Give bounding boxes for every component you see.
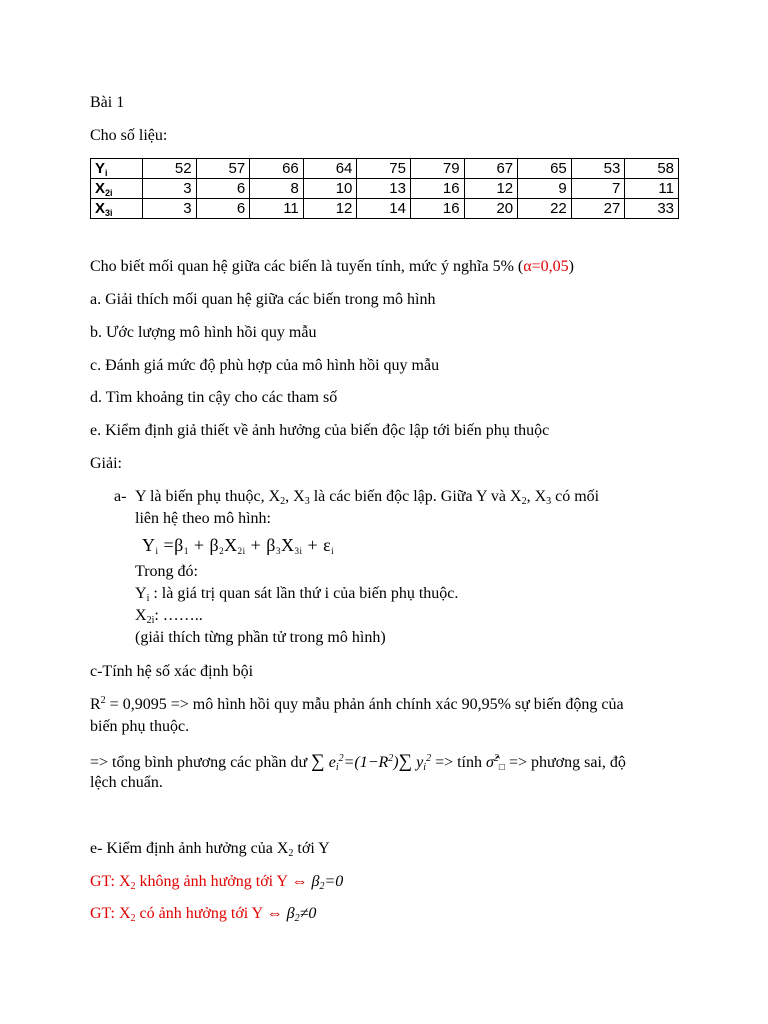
section-c-heading: c-Tính hệ số xác định bội — [90, 663, 254, 680]
null-hypothesis: GT: $X_2$ không ảnh hưởng tới Y ⇔ $\beta_2=0$ — [90, 873, 344, 892]
question-a: a. Giải thích mối quan hệ giữa các biến trong mô hình — [90, 291, 436, 308]
question-c: c. Đánh giá mức độ phù hợp của mô hình hồi quy mẫu — [90, 357, 440, 374]
row-label: $X_{3i}$ — [91, 199, 143, 219]
trong-do-label: Trong đó: — [135, 563, 198, 580]
table-cell: 14 — [357, 199, 411, 219]
table-cell: 27 — [571, 199, 625, 219]
table-cell: 3 — [143, 199, 197, 219]
table-cell: 7 — [571, 179, 625, 199]
table-row — [91, 159, 679, 179]
r2-statement: $R^2 = 0,9095$ => mô hình hồi quy mẫu phản ánh chính xác 90,95% sự biến động của — [90, 695, 624, 713]
table-cell: 22 — [518, 199, 572, 219]
table-cell: 65 — [518, 159, 572, 179]
residual-sum-statement: => tổng bình phương các phần dư ∑ $e_i^2=(1-R^2)\sum$ $y_i^2$ => tính σ̂$^2_□$ => phương sai, độ — [90, 751, 626, 773]
alpha-value: α=0,05 — [523, 258, 569, 275]
question-statement: Cho biết mối quan hệ giữa các biến là tuyến tính, mức ý nghĩa 5% (α=0,05) — [90, 258, 574, 275]
table-cell: 3 — [143, 179, 197, 199]
table-cell: 6 — [196, 179, 250, 199]
exercise-title: Bài 1 — [90, 94, 125, 111]
table-cell: 58 — [625, 159, 679, 179]
table-cell: 75 — [357, 159, 411, 179]
question-b: b. Ước lượng mô hình hồi quy mẫu — [90, 324, 317, 341]
table-cell: 13 — [357, 179, 411, 199]
question-d: d. Tìm khoảng tin cậy cho các tham số — [90, 389, 338, 406]
table-cell: 11 — [250, 199, 304, 219]
r2-statement-cont: biến phụ thuộc. — [90, 718, 190, 735]
residual-sum-cont: lệch chuẩn. — [90, 774, 163, 791]
table-cell: 53 — [571, 159, 625, 179]
answer-a-line1: Y là biến phụ thuộc, $X_2$, $X_3$ là các biến độc lập. Giữa Y và $X_2$, $X_3$ có mối — [135, 488, 600, 507]
table-cell: 33 — [625, 199, 679, 219]
table-cell: 20 — [464, 199, 518, 219]
alt-hypothesis: GT: $X_2$ có ảnh hưởng tới Y ⇔ $\beta_2\ne 0$ — [90, 905, 317, 924]
question-e: e. Kiểm định giả thiết về ảnh hưởng của biến độc lập tới biến phụ thuộc — [90, 422, 550, 439]
table-row — [91, 199, 679, 219]
table-cell: 12 — [464, 179, 518, 199]
table-cell: 16 — [410, 199, 464, 219]
table-cell: 6 — [196, 199, 250, 219]
table-cell: 67 — [464, 159, 518, 179]
table-cell: 79 — [410, 159, 464, 179]
answer-a-line2: liên hệ theo mô hình: — [135, 510, 271, 527]
table-row — [91, 179, 679, 199]
x2i-description: $X_{2i}$: …….. — [135, 607, 203, 626]
data-table — [90, 158, 679, 219]
row-label: $Y_i$ — [91, 159, 143, 179]
explain-note: (giải thích từng phần tử trong mô hình) — [135, 629, 386, 646]
table-cell: 11 — [625, 179, 679, 199]
section-e-heading: e- Kiểm định ảnh hưởng của $X_2$ tới Y — [90, 840, 330, 859]
table-cell: 10 — [303, 179, 357, 199]
table-cell: 8 — [250, 179, 304, 199]
row-label: $X_{2i}$ — [91, 179, 143, 199]
table-cell: 64 — [303, 159, 357, 179]
solution-heading: Giải: — [90, 455, 122, 472]
table-cell: 52 — [143, 159, 197, 179]
table-cell: 12 — [303, 199, 357, 219]
table-cell: 16 — [410, 179, 464, 199]
regression-model-formula: $Y_i =\beta_1 + \beta_2X_{2i} + \beta_3X_{3i} + \varepsilon_i$ — [142, 535, 335, 556]
table-cell: 66 — [250, 159, 304, 179]
intro-text: Cho số liệu: — [90, 127, 168, 144]
table-cell: 9 — [518, 179, 572, 199]
table-cell: 57 — [196, 159, 250, 179]
answer-a-bullet: a- — [114, 488, 127, 505]
yi-description: $Y_i$ : là giá trị quan sát lần thứ i của biến phụ thuộc. — [135, 585, 459, 604]
